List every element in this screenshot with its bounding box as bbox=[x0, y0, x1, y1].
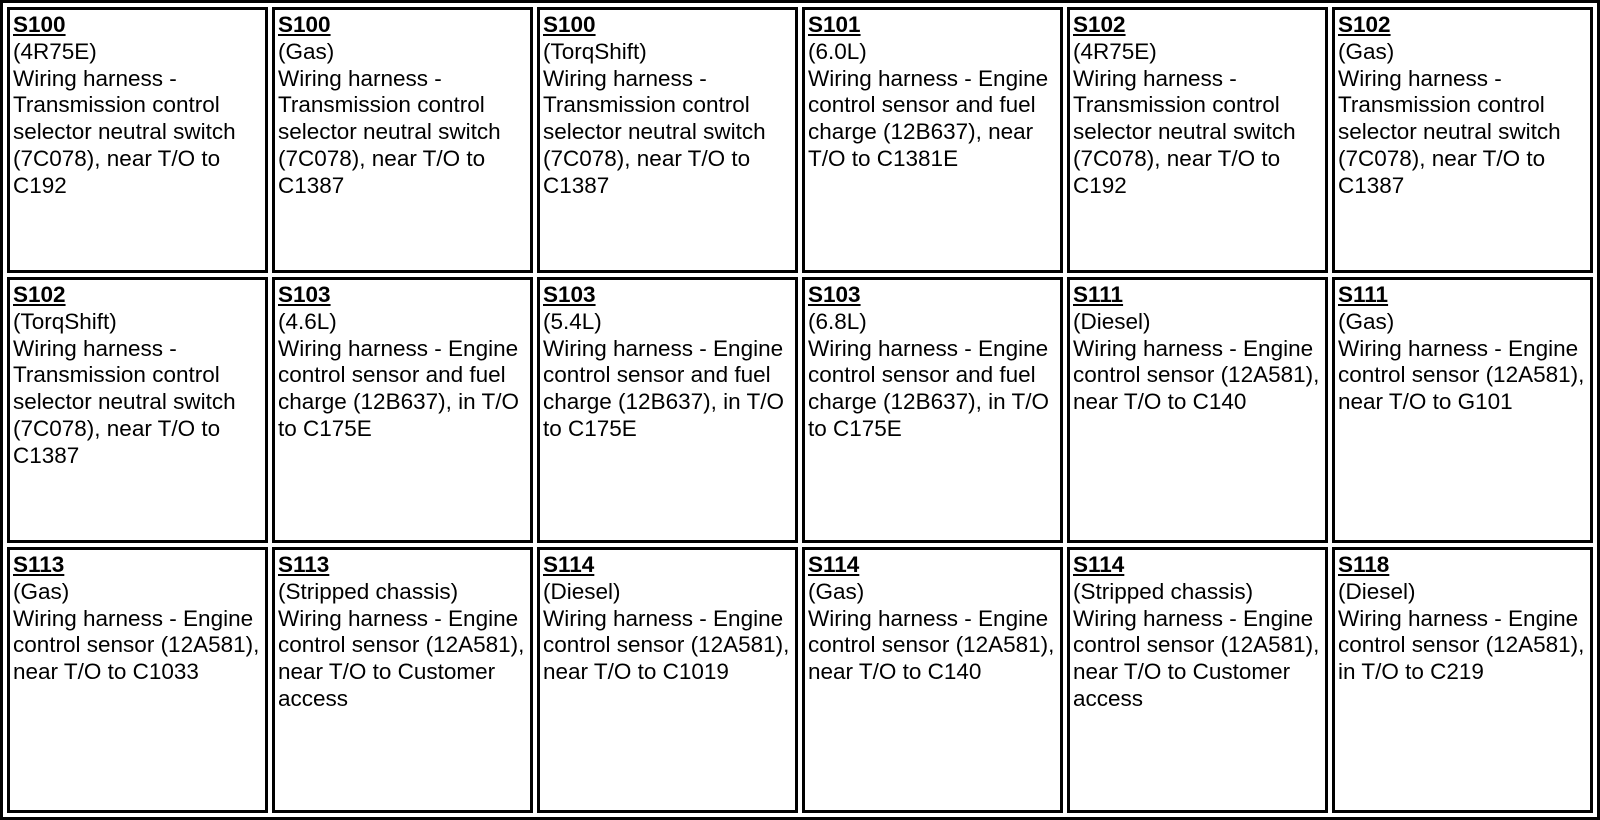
splice-id: S113 bbox=[278, 552, 330, 577]
table-cell bbox=[802, 7, 1063, 273]
table-cell bbox=[1332, 547, 1593, 813]
splice-id: S113 bbox=[13, 552, 65, 577]
splice-variant: (6.8L) bbox=[808, 308, 867, 334]
splice-description: Wiring harness - Transmission control selector neutral switch (7C078), near T/O to C1387 bbox=[278, 65, 501, 198]
splice-variant: (Gas) bbox=[808, 578, 865, 604]
table-cell bbox=[537, 277, 798, 543]
table-cell bbox=[272, 547, 533, 813]
splice-variant: (Gas) bbox=[13, 578, 70, 604]
splice-id: S103 bbox=[543, 282, 596, 307]
splice-description: Wiring harness - Transmission control selector neutral switch (7C078), near T/O to C192 bbox=[1073, 65, 1296, 198]
splice-id: S100 bbox=[543, 12, 596, 37]
table-cell bbox=[802, 547, 1063, 813]
splice-variant: (4R75E) bbox=[1073, 38, 1157, 64]
splice-id: S101 bbox=[808, 12, 861, 37]
table-cell bbox=[537, 7, 798, 273]
splice-description: Wiring harness - Engine control sensor (12A581), near T/O to C140 bbox=[1073, 335, 1320, 415]
splice-variant: (Stripped chassis) bbox=[278, 578, 459, 604]
splice-description: Wiring harness - Engine control sensor and fuel charge (12B637), near T/O to C1381E bbox=[808, 65, 1049, 171]
table-cell bbox=[1067, 277, 1328, 543]
splice-variant: (5.4L) bbox=[543, 308, 602, 334]
splice-variant: (4.6L) bbox=[278, 308, 337, 334]
splice-id: S114 bbox=[808, 552, 860, 577]
splice-variant: (TorqShift) bbox=[13, 308, 117, 334]
splice-variant: (Gas) bbox=[278, 38, 335, 64]
splice-variant: (Gas) bbox=[1338, 308, 1395, 334]
splice-variant: (Stripped chassis) bbox=[1073, 578, 1254, 604]
splice-variant: (Diesel) bbox=[1073, 308, 1151, 334]
splice-id: S103 bbox=[278, 282, 331, 307]
splice-description: Wiring harness - Engine control sensor (12A581), near T/O to Customer access bbox=[278, 605, 525, 711]
splice-description: Wiring harness - Engine control sensor (12A581), near T/O to C140 bbox=[808, 605, 1055, 685]
splice-id: S103 bbox=[808, 282, 861, 307]
table-cell bbox=[7, 7, 268, 273]
splice-id: S114 bbox=[1073, 552, 1125, 577]
splice-description: Wiring harness - Transmission control selector neutral switch (7C078), near T/O to C1387 bbox=[543, 65, 766, 198]
table-cell bbox=[537, 547, 798, 813]
splice-id: S100 bbox=[278, 12, 331, 37]
splice-variant: (Diesel) bbox=[543, 578, 621, 604]
splice-description: Wiring harness - Engine control sensor and fuel charge (12B637), in T/O to C175E bbox=[543, 335, 784, 441]
splice-description: Wiring harness - Engine control sensor (12A581), in T/O to C219 bbox=[1338, 605, 1585, 685]
splice-variant: (6.0L) bbox=[808, 38, 867, 64]
splice-description: Wiring harness - Transmission control selector neutral switch (7C078), near T/O to C1387 bbox=[1338, 65, 1561, 198]
splice-variant: (TorqShift) bbox=[543, 38, 647, 64]
table-cell bbox=[1332, 277, 1593, 543]
splice-id: S118 bbox=[1338, 552, 1390, 577]
splice-description: Wiring harness - Transmission control selector neutral switch (7C078), near T/O to C192 bbox=[13, 65, 236, 198]
splice-description: Wiring harness - Transmission control selector neutral switch (7C078), near T/O to C1387 bbox=[13, 335, 236, 468]
table-cell bbox=[1067, 7, 1328, 273]
splice-id: S102 bbox=[1338, 12, 1391, 37]
splice-description: Wiring harness - Engine control sensor (12A581), near T/O to C1019 bbox=[543, 605, 790, 685]
splice-id: S111 bbox=[1073, 282, 1124, 307]
table-cell bbox=[7, 277, 268, 543]
splice-description: Wiring harness - Engine control sensor (12A581), near T/O to G101 bbox=[1338, 335, 1585, 415]
splice-description: Wiring harness - Engine control sensor and fuel charge (12B637), in T/O to C175E bbox=[278, 335, 519, 441]
table-cell bbox=[272, 277, 533, 543]
splice-variant: (Gas) bbox=[1338, 38, 1395, 64]
table-cell bbox=[7, 547, 268, 813]
splice-description: Wiring harness - Engine control sensor and fuel charge (12B637), in T/O to C175E bbox=[808, 335, 1049, 441]
table-cell bbox=[1332, 7, 1593, 273]
splice-id: S102 bbox=[1073, 12, 1126, 37]
splice-id: S114 bbox=[543, 552, 595, 577]
splice-id: S102 bbox=[13, 282, 66, 307]
splice-id: S111 bbox=[1338, 282, 1389, 307]
splice-variant: (4R75E) bbox=[13, 38, 97, 64]
splice-description: Wiring harness - Engine control sensor (12A581), near T/O to C1033 bbox=[13, 605, 260, 685]
table-cell bbox=[272, 7, 533, 273]
splice-variant: (Diesel) bbox=[1338, 578, 1416, 604]
table-cell bbox=[1067, 547, 1328, 813]
splice-id: S100 bbox=[13, 12, 66, 37]
splice-description: Wiring harness - Engine control sensor (12A581), near T/O to Customer access bbox=[1073, 605, 1320, 711]
table-cell bbox=[802, 277, 1063, 543]
